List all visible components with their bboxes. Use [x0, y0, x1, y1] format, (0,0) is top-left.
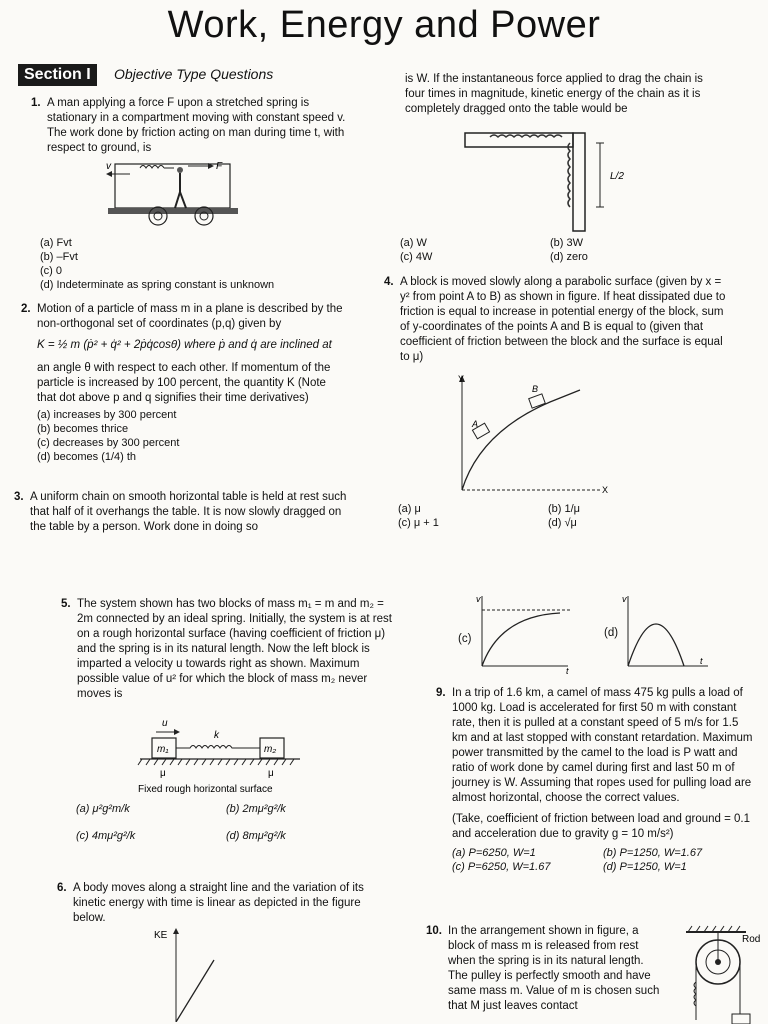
- option-c: (c) μ + 1: [398, 517, 439, 529]
- ke-axis-label: KE: [154, 930, 168, 941]
- option-d: (d) becomes (1/4) th: [37, 451, 137, 463]
- graph-d: [618, 592, 718, 674]
- q3-options: [400, 236, 700, 264]
- option-d: (d) P=1250, W=1: [603, 861, 687, 873]
- option-a: (a) P=6250, W=1: [452, 847, 536, 859]
- question-text: Motion of a particle of mass m in a plane is described by the non-orthogonal set of coordinates (p,q) given by: [37, 303, 343, 330]
- option-b: (b) 1/μ: [548, 503, 581, 515]
- question-9: [436, 686, 754, 874]
- question-number: 10.: [426, 925, 442, 937]
- graph-c: [470, 592, 580, 674]
- friction-label-1: μ: [160, 768, 166, 779]
- question-1: [31, 96, 347, 156]
- option-d: (d) 8mμ²g²/k: [226, 830, 286, 842]
- question-text-continued: an angle θ with respect to each other. If momentum of the particle is increased by 100 percent, the quantity K (Note that dot above p and q signifies their time derivatives): [37, 362, 331, 404]
- question-3-continued: [405, 72, 715, 117]
- question-number: 4.: [384, 276, 394, 288]
- option-c: (c) 0: [40, 265, 62, 277]
- question-number: 5.: [61, 598, 71, 610]
- question-text: is W. If the instantaneous force applied to drag the chain is four times in magnitude, kinetic energy of the chain as it is completely dragged onto the table would be: [405, 73, 703, 115]
- question-6: [57, 881, 393, 926]
- option-d: (d) zero: [550, 251, 588, 263]
- velocity-label: u: [162, 718, 168, 729]
- question-4: [384, 275, 730, 365]
- t-axis-label: t: [700, 656, 703, 666]
- option-b: (b) 3W: [550, 237, 583, 249]
- option-c: (c) 4mμ²g²/k: [76, 830, 136, 842]
- q10-figure: [680, 922, 766, 1024]
- question-5: [61, 597, 397, 702]
- option-b: (b) –Fvt: [40, 251, 78, 263]
- section-subtitle: Objective Type Questions: [114, 66, 274, 82]
- q4-figure: [450, 372, 620, 500]
- question-note: (Take, coefficient of friction between load and ground = 0.1 and acceleration due to gravity g = 10 m/s²): [452, 813, 751, 840]
- q6-figure: [150, 926, 250, 1022]
- page-title: Work, Energy and Power: [167, 4, 601, 46]
- option-c: (c) 4W: [400, 251, 433, 263]
- question-number: 3.: [14, 491, 24, 503]
- option-c: (c) decreases by 300 percent: [37, 437, 180, 449]
- option-a: (a) W: [400, 237, 427, 249]
- option-d: (d) Indeterminate as spring constant is unknown: [40, 279, 275, 291]
- option-b: (b) becomes thrice: [37, 423, 129, 435]
- q4-options: [398, 502, 698, 530]
- y-axis-label: Y: [458, 374, 465, 384]
- friction-label-2: μ: [268, 768, 274, 779]
- question-text: A body moves along a straight line and the variation of its kinetic energy with time is linear as depicted in the figure below.: [73, 882, 364, 924]
- option-d: (d) √μ: [548, 517, 577, 529]
- question-number: 9.: [436, 687, 446, 699]
- question-text: In a trip of 1.6 km, a camel of mass 475 kg pulls a load of 1000 kg. Load is accelerated for first 50 m with constant rate, then it is pulled at a constant speed of 5 m/s for 1.5 km and at last stopped with constant retardation. Maximum power transmitted by the camel to the load is P watt and ratio of work done by camel during first and last 50 m of journey is W. Assuming that ropes used for pulling load are almost horizontal, choose the correct values.: [452, 687, 753, 804]
- question-text: A uniform chain on smooth horizontal table is held at rest such that half of it overhangs the table. It is now slowly dragged on the table by a person. Work done in doing so: [30, 491, 347, 533]
- question-text: A block is moved slowly along a parabolic surface (given by x = y² from point A to B) as shown in figure. If heat dissipated due to friction is equal to increase in potential energy of the block, sum of y-coordinates of the points A and B is equal to (given that coefficient of friction between the block and the surface is equal to μ): [400, 276, 726, 363]
- v-axis-label: v: [476, 594, 481, 604]
- option-a: (a) μ: [398, 503, 421, 515]
- mass2-label: m₂: [264, 744, 277, 755]
- graph-d-label: (d): [604, 627, 619, 639]
- question-formula: K = ½ m (ṗ² + q̇² + 2ṗq̇cosθ) where ṗ and q̇ are inclined at: [37, 339, 332, 351]
- section-badge: Section I: [18, 64, 97, 86]
- mass1-label: m₁: [157, 744, 169, 755]
- graph-c-label: (c): [458, 633, 472, 645]
- point-a-label: A: [472, 419, 479, 429]
- question-text: In the arrangement shown in figure, a block of mass m is released from rest when the spring is in its natural length. The pulley is perfectly smooth and have same mass m. Value of m is chosen such that M just leaves contact: [448, 925, 660, 1012]
- surface-label: Fixed rough horizontal surface: [138, 784, 273, 795]
- v-axis-label: v: [622, 594, 627, 604]
- t-axis-label: t: [566, 666, 569, 674]
- question-text: The system shown has two blocks of mass m₁ = m and m₂ = 2m connected by an ideal spring. Initially, the system is at rest on a rough horizontal surface (having coefficient of friction μ) and the spring is in its natural length. Now the left block is imparted a velocity u towards right as shown. Maximum possible value of u² for which the block of mass m₂ never moves is: [77, 598, 392, 700]
- option-a: (a) increases by 300 percent: [37, 409, 177, 421]
- force-label: F: [216, 161, 223, 172]
- x-axis-label: X: [602, 485, 609, 495]
- option-c: (c) P=6250, W=1.67: [452, 861, 551, 873]
- q5-options: [76, 802, 376, 844]
- question-text: A man applying a force F upon a stretched spring is stationary in a compartment moving with constant speed v. The work done by friction acting on man during time t, with respect to ground, is: [47, 97, 346, 154]
- question-number: 6.: [57, 882, 67, 894]
- question-10: [426, 924, 666, 1014]
- velocity-label: v: [106, 161, 111, 172]
- length-label: L/2: [610, 171, 624, 182]
- option-b: (b) P=1250, W=1.67: [603, 847, 703, 859]
- q1-figure: [100, 156, 240, 228]
- question-2: [21, 302, 347, 464]
- point-b-label: B: [532, 384, 539, 394]
- q3-figure: [460, 125, 630, 233]
- question-3: [14, 490, 350, 535]
- question-number: 2.: [21, 303, 31, 315]
- q1-options: [40, 236, 360, 292]
- q5-figure: [130, 716, 310, 798]
- option-a: (a) Fvt: [40, 237, 72, 249]
- question-number: 1.: [31, 97, 41, 109]
- spring-label: k: [214, 730, 219, 741]
- option-b: (b) 2mμ²g²/k: [226, 803, 286, 815]
- rod-label: Rod: [742, 934, 761, 945]
- option-a: (a) μ²g²m/k: [76, 803, 130, 815]
